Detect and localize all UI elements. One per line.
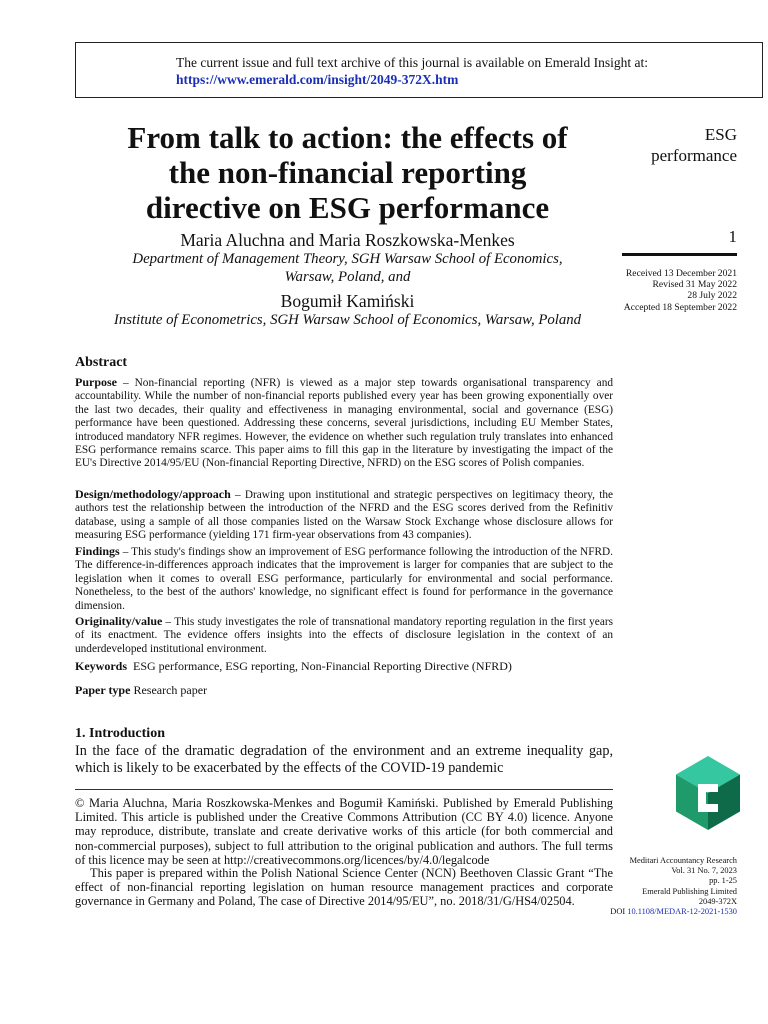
keywords-label: Keywords bbox=[75, 659, 127, 673]
abstract-heading: Abstract bbox=[75, 355, 128, 370]
originality-text: – This study investigates the role of transnational mandatory reporting regulation in the first years of its enactment. The evidence offers insights into the effects of disclosure legislation in the context of an underdeveloped institutional environment. bbox=[75, 616, 613, 655]
article-title bbox=[75, 120, 620, 225]
title-line-1: From talk to action: the effects of bbox=[127, 120, 568, 155]
banner-text: The current issue and full text archive of this journal is available on Emerald Insight at: bbox=[176, 55, 648, 70]
journal-doi bbox=[590, 907, 737, 917]
paper-type-text: Research paper bbox=[133, 683, 208, 697]
findings-text: – This study's findings show an improvement of ESG performance following the introduction of the NFRD. The difference-in-differences approach indicates that the improvement is larger for companies that are subject to the legislation when it comes to overall ESG performance, particularly for environmental and social performance. Nonetheless, to the best of the authors' knowledge, no significant effect is found for performance in the governance dimension. bbox=[75, 546, 613, 612]
revised-date-1: Revised 31 May 2022 bbox=[652, 279, 737, 291]
purpose-text: – Non-financial reporting (NFR) is viewed as a major step towards organisational transparency and accountability. While the number of non-financial reports published every year has been growing exponentially over the last two decades, their quality and effectiveness in managing environmental, social and governance (ESG) performance have been questioned. Addressing these concerns, several jurisdictions, including EU Member States, introduced mandatory NFR regimes. However, the evidence on whether such regulation truly translates into enhanced ESG performance remains scarce. This paper aims to fill this gap in the literature by investigating the impact of the EU's Directive 2014/95/EU (Non-financial Reporting Directive, NFRD) on the ESG scores of Polish companies. bbox=[75, 377, 613, 470]
abstract-design bbox=[75, 488, 613, 543]
keywords bbox=[75, 660, 613, 673]
journal-pages: pp. 1-25 bbox=[709, 876, 737, 886]
purpose-label: Purpose bbox=[75, 375, 117, 389]
abstract-findings bbox=[75, 545, 613, 613]
article-history bbox=[600, 268, 737, 313]
affiliation-1 bbox=[75, 250, 620, 286]
introduction-text: In the face of the dramatic degradation of the environment and an extreme inequality gap, which is likely to be exacerbated by the effects of the COVID-19 pandemic bbox=[75, 743, 613, 776]
side-divider bbox=[622, 253, 737, 256]
doi-label: DOI bbox=[610, 907, 626, 917]
findings-label: Findings bbox=[75, 544, 120, 558]
design-text: – Drawing upon institutional and strategic perspectives on legitimacy theory, the authors test the relationship between the introduction of the NFRD and the ESG scores derived from the Refinitiv database, using a sample of all those companies listed on the Warsaw Stock Exchange whose disclosure allows for measuring ESG performance (yielding 171 firm-year observations from 43 companies). bbox=[75, 489, 613, 542]
title-line-2: the non-financial reporting bbox=[168, 155, 527, 190]
keywords-text: ESG performance, ESG reporting, Non-Financial Reporting Directive (NFRD) bbox=[133, 659, 512, 673]
running-title-line-2: performance bbox=[651, 146, 737, 165]
authors-group-1: Maria Aluchna and Maria Roszkowska-Menkes bbox=[180, 230, 515, 250]
paper-type bbox=[75, 684, 613, 697]
introduction-heading: 1. Introduction bbox=[75, 726, 165, 741]
page-number: 1 bbox=[728, 227, 737, 246]
journal-name: Meditari Accountancy Research bbox=[629, 856, 737, 865]
journal-issn: 2049-372X bbox=[698, 896, 737, 906]
abstract-purpose bbox=[75, 376, 613, 471]
grant-note: This paper is prepared within the Polish National Science Center (NCN) Beethoven Classic Grant “The effect of non-financial reporting legislation on human resource management practices and corporate governance in Germany and Poland, The case of Directive 2014/95/EU”, no. 2018/31/G/HS4/02504. bbox=[75, 866, 613, 909]
design-label: Design/methodology/approach bbox=[75, 487, 231, 501]
journal-publisher: Emerald Publishing Limited bbox=[642, 886, 737, 896]
affiliation-2: Institute of Econometrics, SGH Warsaw School of Economics, Warsaw, Poland bbox=[113, 312, 582, 328]
journal-banner bbox=[75, 42, 763, 98]
emerald-hexagon-logo-icon bbox=[676, 756, 740, 830]
running-title-line-1: ESG bbox=[704, 125, 737, 144]
running-title bbox=[622, 124, 737, 166]
affiliation-1-line-2: Warsaw, Poland, and bbox=[284, 269, 411, 285]
footnote-divider bbox=[75, 789, 613, 790]
banner-link[interactable]: https://www.emerald.com/insight/2049-372X.htm bbox=[176, 72, 459, 87]
abstract-originality bbox=[75, 615, 613, 656]
affiliation-1-line-1: Department of Management Theory, SGH Warsaw School of Economics, bbox=[132, 251, 563, 267]
received-date: Received 13 December 2021 bbox=[625, 268, 737, 279]
authors-group-2: Bogumił Kamiński bbox=[280, 291, 415, 311]
title-line-3: directive on ESG performance bbox=[145, 190, 550, 225]
originality-label: Originality/value bbox=[75, 614, 163, 628]
emerald-logo-icon bbox=[676, 756, 740, 830]
journal-info bbox=[590, 856, 737, 917]
paper-type-label: Paper type bbox=[75, 683, 131, 697]
copyright-notice: © Maria Aluchna, Maria Roszkowska-Menkes and Bogumił Kamiński. Published by Emerald Publishing Limited. This article is published under the Creative Commons Attribution (CC BY 4.0) licence. Anyone may reproduce, distribute, translate and create derivative works of this article (for both commercial and non-commercial purposes), subject to full attribution to the original publication and authors. The full terms of this licence may be seen at http://creativecommons.org/licences/by/4.0/legalcode bbox=[75, 796, 613, 867]
doi-link[interactable]: 10.1108/MEDAR-12-2021-1530 bbox=[627, 907, 737, 917]
revised-date-2: 28 July 2022 bbox=[687, 290, 737, 302]
accepted-date: Accepted 18 September 2022 bbox=[623, 301, 737, 313]
journal-volume: Vol. 31 No. 7, 2023 bbox=[671, 866, 737, 876]
